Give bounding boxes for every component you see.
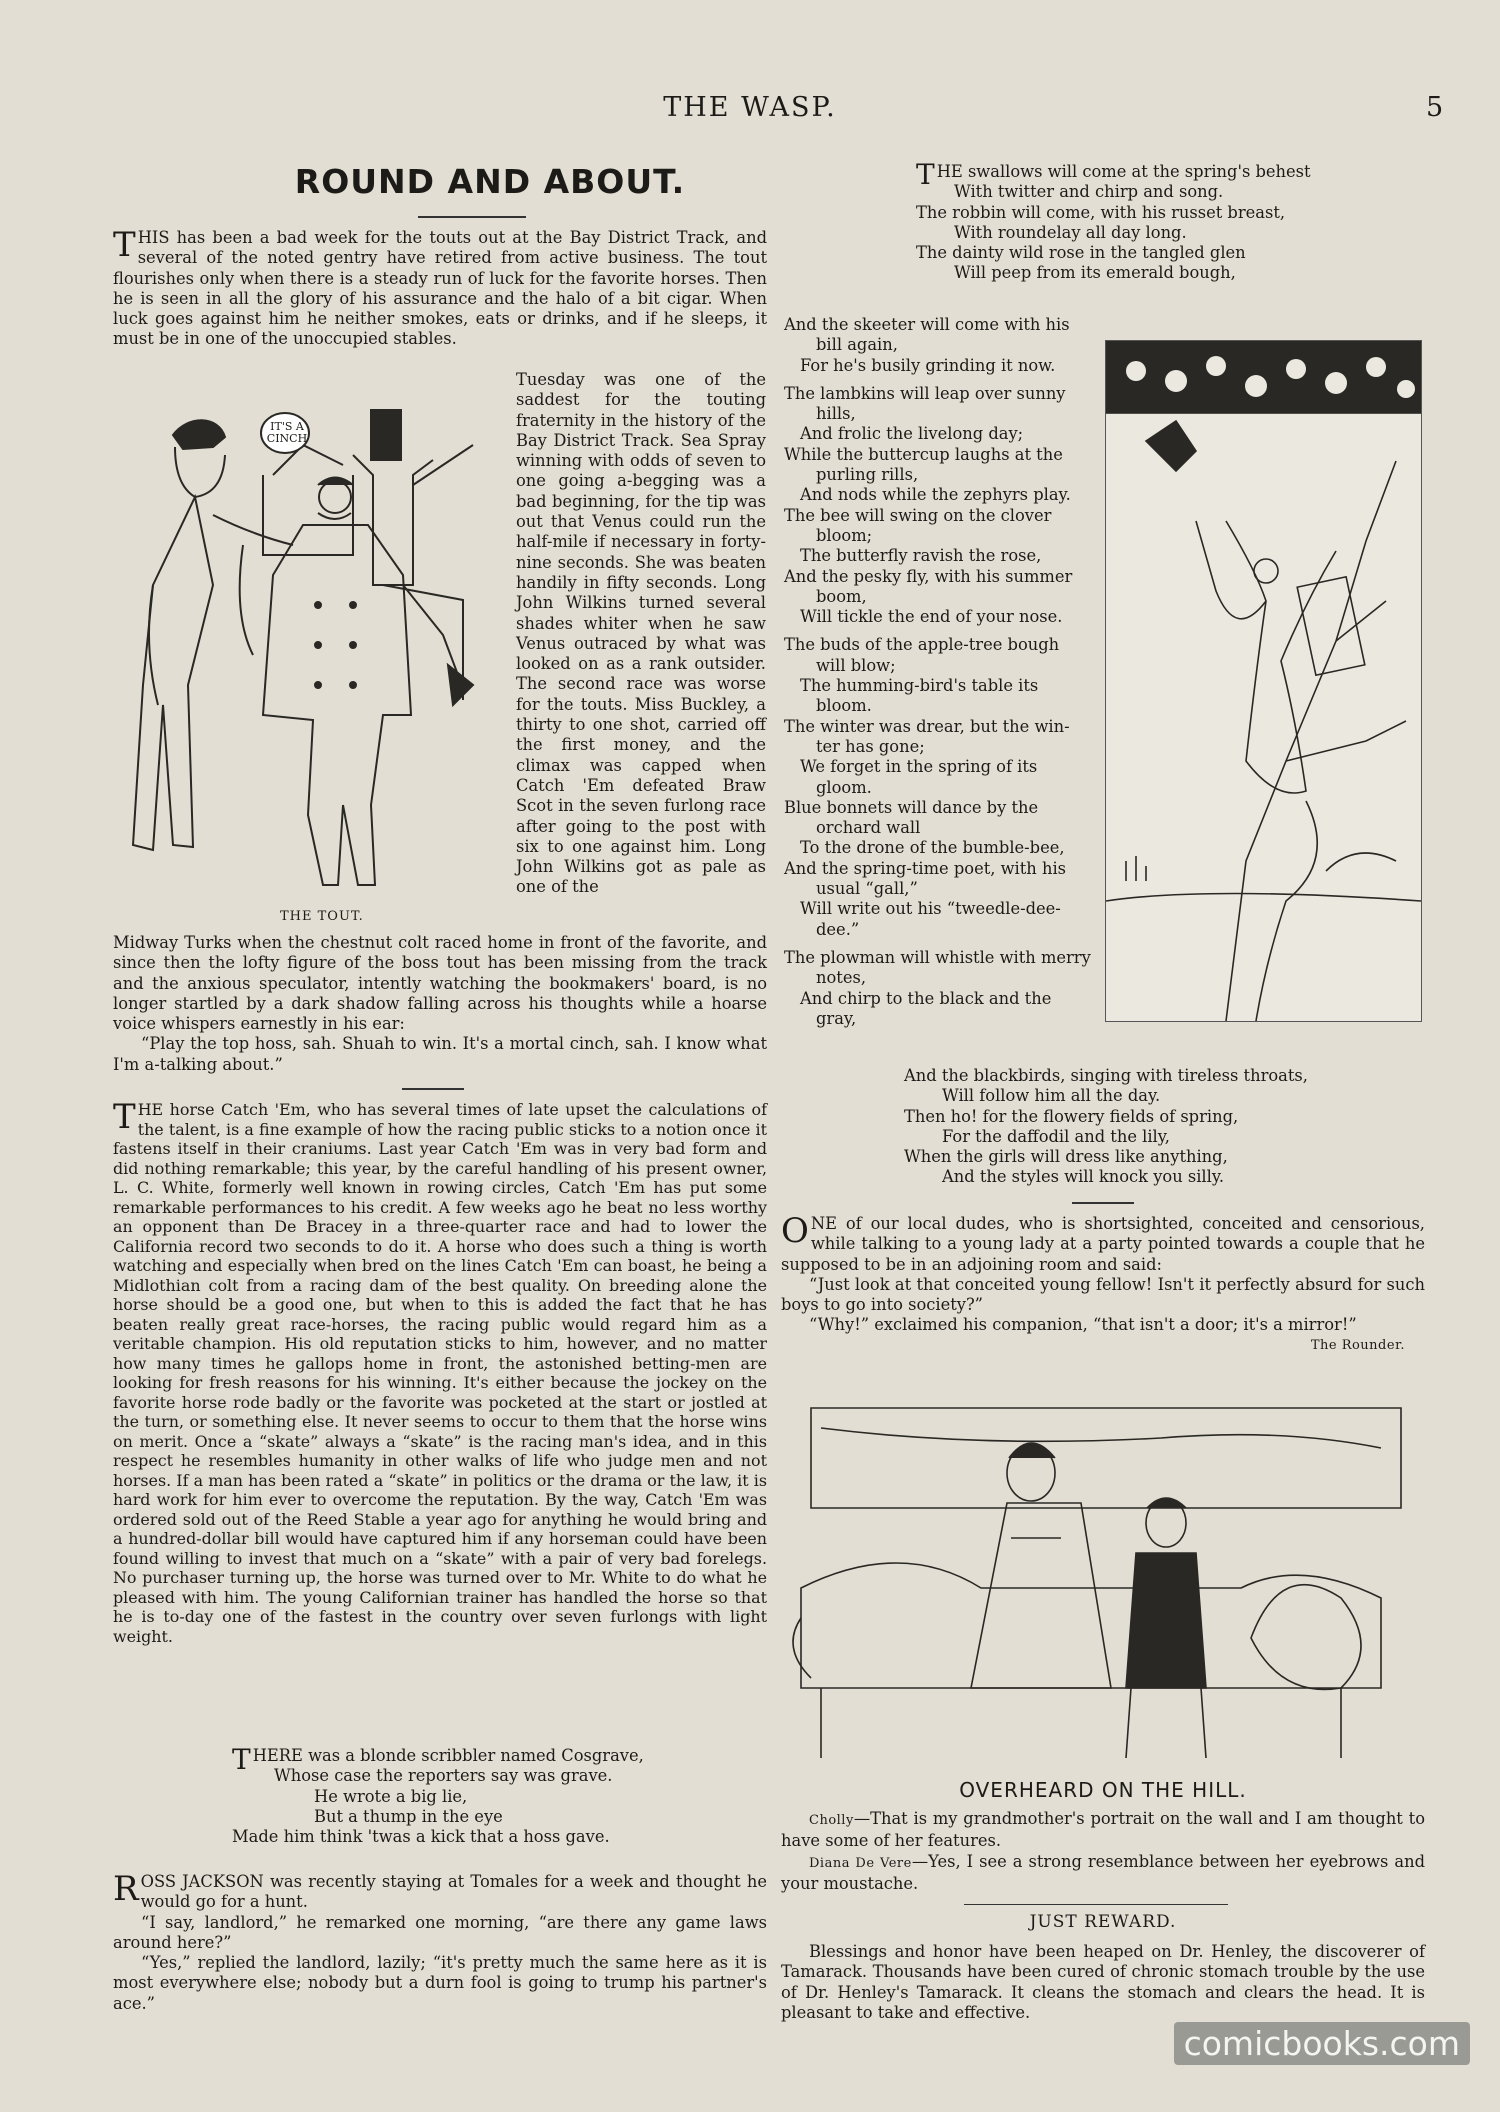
poem-line: And frolic the livelong day;	[800, 424, 1024, 444]
poem-stanza	[784, 635, 1104, 939]
poem-line: Will write out his “tweedle-dee-	[800, 899, 1061, 919]
drawing-room-cartoon	[781, 1388, 1425, 1770]
poem-line: While the buttercup laughs at the	[784, 444, 1063, 464]
poem-line: And the spring-time poet, with his	[784, 858, 1067, 878]
watermark: comicbooks.com	[1174, 2022, 1470, 2065]
poem-stanza	[784, 315, 1104, 376]
poem-line: The humming-bird's table its	[800, 676, 1039, 696]
poem-line: bloom.	[816, 696, 872, 716]
reward-heading: JUST REWARD.	[1029, 1912, 1177, 1932]
poem-line: will blow;	[816, 655, 896, 675]
poem-line: The bee will swing on the clover	[784, 505, 1052, 525]
cartoon-heading: OVERHEARD ON THE HILL.	[959, 1778, 1247, 1802]
page-number: 5	[1426, 92, 1444, 123]
poem-line: orchard wall	[816, 818, 921, 838]
poem-stanza	[784, 384, 1104, 628]
poem-bottom-stanza: And the blackbirds, singing with tireless throats, Will follow him all the day. Then ho! for the flowery fields of spring, For the daffodil and the lily, When the girls will dress like anything, And the styles will knock you silly.	[904, 1066, 1308, 1187]
poem-narrow-stanzas	[784, 315, 1104, 1037]
cartoon-dialogue: Cholly—That is my grandmother's portrait on the wall and I am thought to have some of her features. Diana De Vere—Yes, I see a strong resemblance between her eyebrows and your moustache.	[781, 1809, 1426, 1893]
tout-speech-bubble: IT'S A CINCH	[266, 420, 308, 445]
poem-line: We forget in the spring of its	[800, 757, 1038, 777]
poem-line: bill again,	[816, 335, 898, 355]
paragraph-dude: ONE of our local dudes, who is shortsighted, conceited and censorious, while talking to a young lady at a party pointed towards a couple that he supposed to be in an adjoining room and said: “Just look at that conceited young fellow! Isn't it perfectly absurd for such boys to go into society?” “Why!” exclaimed his companion, “that isn't a door; it's a mirror!” The Rounder.	[781, 1214, 1425, 1356]
poem-line: The lambkins will leap over sunny	[784, 383, 1066, 403]
dropcap: T	[113, 225, 136, 265]
poem-line: Blue bonnets will dance by the	[784, 797, 1039, 817]
speaker-diana: Diana De Vere	[809, 1855, 912, 1871]
article-title: ROUND AND ABOUT.	[294, 162, 686, 201]
poem-line: And the skeeter will come with his	[784, 315, 1070, 334]
poem-stanza	[784, 948, 1104, 1029]
poem-line: The buds of the apple-tree bough	[784, 635, 1060, 655]
poem-top-stanza: THE swallows will come at the spring's behest With twitter and chirp and song. The robbin will come, with his russet breast, With roundelay all day long. The dainty wild rose in the tangled glen Will peep from its emerald bough,	[916, 158, 1311, 283]
poem-line: The butterfly ravish the rose,	[800, 546, 1042, 566]
section-rule	[402, 1088, 464, 1090]
poem-line: notes,	[816, 968, 866, 988]
speaker-cholly: Cholly	[809, 1813, 854, 1828]
poem-line: bloom;	[816, 525, 873, 545]
poem-line: And chirp to the black and the	[800, 988, 1052, 1008]
dropcap: O	[781, 1211, 809, 1251]
section-rule	[1072, 1202, 1134, 1204]
poem-line: hills,	[816, 404, 856, 424]
paragraph-tamarack: Blessings and honor have been heaped on Dr. Henley, the discoverer of Tamarack. Thousands have been cured of chronic stomach trouble by the use of Dr. Henley's Tamarack. It cleans the stomach and clears the head. It is pleasant to take and effective.	[781, 1942, 1425, 2022]
poem-line: purling rills,	[816, 465, 919, 485]
limerick-cosgrave: THERE was a blonde scribbler named Cosgrave, Whose case the reporters say was grave. He wrote a big lie, But a thump in the eye Made him think 'twas a kick that a hoss gave.	[232, 1743, 644, 1847]
poem-line: gloom.	[816, 777, 872, 797]
poem-line: The winter was drear, but the win-	[784, 716, 1070, 736]
poem-line: And the pesky fly, with his summer	[784, 566, 1073, 586]
masthead-title: THE WASP.	[663, 92, 837, 123]
paragraph-tuesday: Tuesday was one of the saddest for the touting fraternity in the history of the Bay District Track. Sea Spray winning with odds of seven to one going a-begging was a bad beginning, for the tip was out that Venus could run the half-mile if necessary in forty-nine seconds. She was beaten handily in fifty seconds. Long John Wilkins turned several shades whiter when he saw Venus outraced by what was looked on as a rank outsider. The second race was worse for the touts. Miss Buckley, a thirty to one shot, carried off the first money, and the climax was capped when Catch 'Em defeated Braw Scot in the seven furlong race after going to the post with six to one against him. Long John Wilkins got as pale as one of the	[516, 370, 766, 897]
spring-maiden-illustration	[1105, 340, 1422, 1022]
poem-line: The plowman will whistle with merry	[784, 947, 1091, 967]
paragraph-ross-jackson: ROSS JACKSON was recently staying at Tomales for a week and thought he would go for a hunt. “I say, landlord,” he remarked one morning, “are there any game laws around here?” “Yes,” replied the landlord, lazily; “it's pretty much the same here as it is most everywhere else; nobody but a durn fool is going to trump his partner's ace.”	[113, 1869, 767, 2013]
dropcap: T	[113, 1097, 136, 1137]
poem-line: Will tickle the end of your nose.	[800, 607, 1063, 627]
paragraph-boss-tout: Midway Turks when the chestnut colt raced home in front of the favorite, and since then the lofty figure of the boss tout has been missing from the track and the anxious speculator, intently watching the bookmakers' board, is no longer startled by a dark shadow falling across his thoughts while a hoarse voice whispers earnestly in his ear: “Play the top hoss, sah. Shuah to win. It's a mortal cinch, sah. I know what I'm a-talking about.”	[113, 933, 767, 1074]
paragraph-catch-em: THE horse Catch 'Em, who has several times of late upset the calculations of the talent, is a fine example of how the racing public sticks to a notion once it fastens itself in their craniums. Last year Catch 'Em was in very bad form and did nothing remarkable; this year, by the careful handling of his present owner, L. C. White, formerly well known in rowing circles, Catch 'Em has put some remarkable performances to his credit. A few weeks ago he beat no less worthy an opponent than De Bracey in a three-quarter race and had to lower the California record two seconds to do it. A horse who does such a thing is worth watching and especially when bred on the lines Catch 'Em can boast, he being a Midlothian colt from a racing dam of the best quality. On breeding alone the horse should be a good one, but when to this is added the fact that he has beaten really great race-horses, the racing public would regard him as a veritable champion. His old reputation sticks to him, however, and no matter how many times he gallops home in front, the astonished betting-men are looking for fresh reasons for his winning. It's either because the jockey on the favorite horse rode badly or the favorite was pocketed at the start or jostled at the turn, or something else. It never seems to occur to them that the horse wins on merit. Once a “skate” always a “skate” is the racing man's idea, and in this respect he resembles humanity in other walks of life who judge men and not horses. If a man has been rated a “skate” in politics or the drama or the law, it is hard work for him ever to overcome the reputation. By the way, Catch 'Em was ordered sold out of the Reed Stable a year ago for anything he would bring and a hundred-dollar bill would have captured him if any horseman could have been found willing to invest that much on a “skate” with a pair of very bad forelegs. No purchaser turning up, the horse was turned over to Mr. White to do what he pleased with him. The young Californian trainer has handled the horse so that he is to-day one of the fastest in the country over seven furlongs with light weight.	[113, 1097, 767, 1646]
dropcap: R	[113, 1869, 139, 1909]
illustration-caption-tout: THE TOUT.	[280, 909, 364, 924]
signature-the-rounder: The Rounder.	[1310, 1337, 1405, 1353]
poem-line: To the drone of the bumble-bee,	[800, 838, 1065, 858]
tout-illustration	[113, 385, 488, 890]
section-rule	[964, 1904, 1228, 1905]
poem-line: And nods while the zephyrs play.	[800, 485, 1071, 505]
poem-line: dee.”	[816, 919, 860, 939]
title-rule	[418, 216, 526, 218]
poem-line: ter has gone;	[816, 736, 925, 756]
poem-line: gray,	[816, 1008, 857, 1028]
poem-line: usual “gall,”	[816, 879, 918, 899]
poem-line: For he's busily grinding it now.	[800, 355, 1056, 375]
paragraph-touts-intro: THIS has been a bad week for the touts out at the Bay District Track, and several of the noted gentry have retired from active business. The tout flourishes only when there is a steady run of luck for the favorite horses. Then he is seen in all the glory of his assurance and the halo of a bit cigar. When luck goes against him he neither smokes, eats or drinks, and if he sleeps, it must be in one of the unoccupied stables.	[113, 225, 767, 349]
poem-line: boom,	[816, 586, 867, 606]
